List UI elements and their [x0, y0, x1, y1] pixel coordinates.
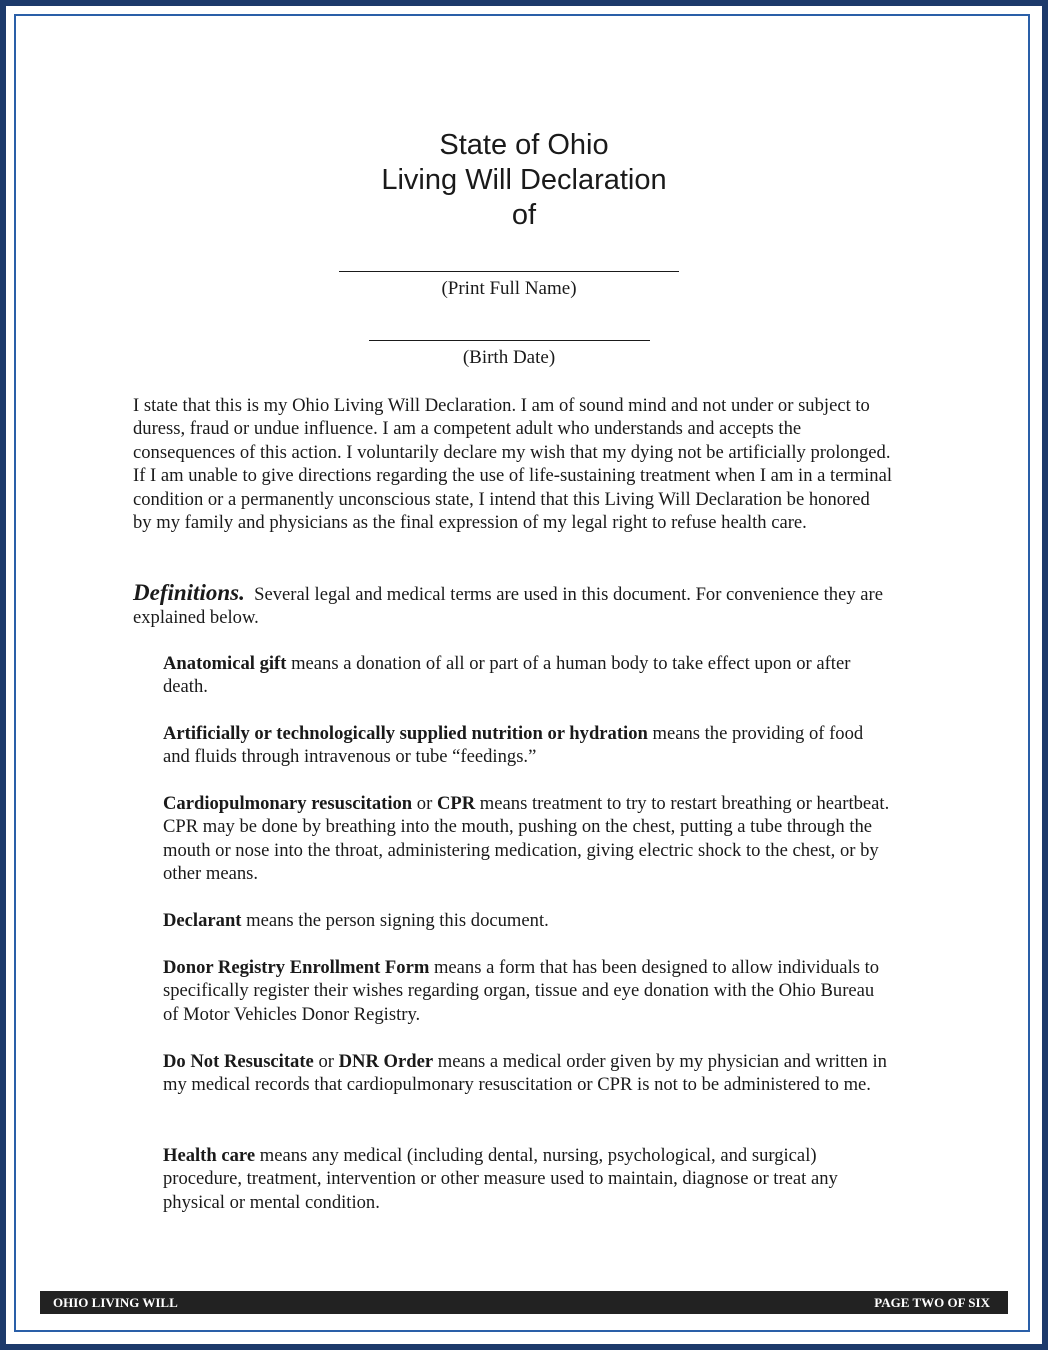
definitions-heading: Definitions. — [133, 580, 245, 605]
definition-item — [163, 652, 893, 699]
title-line-3: of — [511, 199, 537, 231]
definition-term: Health care — [163, 1145, 256, 1166]
definition-text: means a donation of all or part of a human body to take effect upon or after death. — [163, 653, 851, 698]
definition-text: means treatment to try to restart breathing or heartbeat. CPR may be done by breathing into the mouth, pushing on the chest, putting a tube through the mouth or nose into the throat, administering medication, giving electric shock to the chest, or by other means. — [163, 793, 890, 885]
definitions-paragraph — [133, 581, 893, 630]
definition-term: Anatomical gift — [163, 653, 287, 674]
definition-text: means the person signing this document. — [241, 910, 549, 931]
definition-text: means any medical (including dental, nursing, psychological, and surgical) procedure, treatment, intervention or other measure used to maintain, diagnose or treat any physical or mental condition. — [163, 1145, 838, 1213]
title-line-1: State of Ohio — [439, 129, 609, 161]
definition-term: CPR — [436, 793, 476, 814]
definition-connector: or — [313, 1051, 339, 1072]
definition-item — [163, 792, 893, 886]
birth-date-line[interactable] — [369, 340, 650, 341]
definition-item — [163, 956, 893, 1026]
definition-term: Donor Registry Enrollment Form — [163, 957, 430, 978]
footer-document-name: OHIO LIVING WILL — [53, 1295, 178, 1310]
definition-term: Do Not Resuscitate — [163, 1051, 314, 1072]
definition-term: Cardiopulmonary resuscitation — [163, 793, 413, 814]
definition-item — [163, 1144, 893, 1214]
full-name-line[interactable] — [339, 271, 679, 272]
definitions-intro: Several legal and medical terms are used in this document. For convenience they are explained below. — [133, 584, 883, 629]
footer-bar — [40, 1291, 1008, 1314]
full-name-caption: (Print Full Name) — [441, 278, 577, 299]
birth-date-caption: (Birth Date) — [462, 347, 556, 368]
title-line-2: Living Will Declaration — [381, 164, 667, 196]
definition-item — [163, 1050, 893, 1097]
definition-item — [163, 722, 893, 769]
definition-text: means a medical order given by my physician and written in my medical records that cardiopulmonary resuscitation or CPR is not to be administered to me. — [163, 1051, 887, 1096]
definition-term: Artificially or technologically supplied nutrition or hydration — [163, 723, 648, 744]
definition-connector: or — [412, 793, 437, 814]
footer-page-number: PAGE TWO OF SIX — [874, 1295, 990, 1310]
intro-paragraph: I state that this is my Ohio Living Will Declaration. I am of sound mind and not under or subject to duress, fraud or undue influence. I am a competent adult who understands and accepts the consequences of this action. I voluntarily declare my wish that my dying not be artificially prolonged. If I am unable to give directions regarding the use of life-sustaining treatment when I am in a terminal condition or a permanently unconscious state, I intend that this Living Will Declaration be honored by my family and physicians as the final expression of my legal right to refuse health care. — [133, 395, 892, 534]
definition-item — [163, 909, 893, 932]
definition-text: means a form that has been designed to allow individuals to specifically register their wishes regarding organ, tissue and eye donation with the Ohio Bureau of Motor Vehicles Donor Registry. — [163, 957, 880, 1025]
definition-text: means the providing of food and fluids through intravenous or tube “feedings.” — [163, 723, 864, 768]
definition-term: DNR Order — [338, 1051, 434, 1072]
definition-term: Declarant — [163, 910, 242, 931]
